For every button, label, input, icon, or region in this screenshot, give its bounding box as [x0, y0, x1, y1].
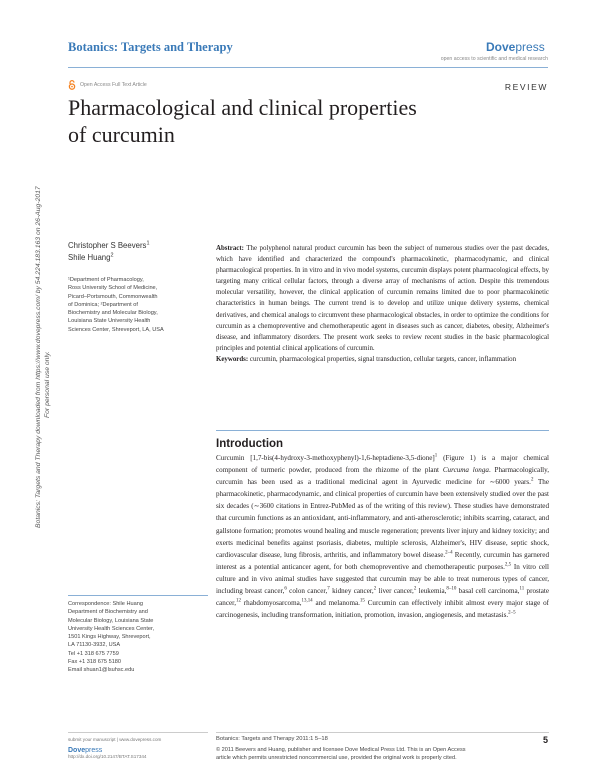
journal-title: Botanics: Targets and Therapy [68, 40, 233, 54]
intro-text: colon cancer, [286, 587, 328, 596]
open-access-label: Open Access Full Text Article [80, 82, 147, 88]
watermark-line-1: Botanics: Targets and Therapy downloaded from https://www.dovepress.com/ by 54.224.183.163 on 26-Aug-2017 [35, 186, 42, 528]
correspondence-line: 1501 Kings Highway, Shreveport, [68, 634, 151, 641]
citation[interactable]: 7 [327, 586, 330, 592]
intro-text: . Pharmacologically, curcumin has been used as a traditional medicinal agent in Ayurvedic medicine for ∼6000 years. [216, 466, 550, 487]
article-title [68, 94, 548, 148]
abstract-text: The polyphenol natural product curcumin has been the subject of numerous studies over the past decades, which have identified and characterized the compound's pharmacokinetic, pharmacodynamic, and clinical pharmacological properties. In in vitro and in vivo model systems, curcumin displays potent pharmacological effects, by targeting many critical cellular factors, through a diverse array of mechanisms of action. Despite this tremendous molecular versatility, however, the clinical application of curcumin remains limited due to poor pharmacokinetic characteristics in human beings. The current trend is to develop and utilize unique delivery systems, chemical derivatives, and chemical analogs to circumvent these pharmacological obstacles, in order to optimize the conditions for curcumin as a chemopreventive and chemotherapeutic agent in diseases such as cancer, diabetes, obesity, Alzheimer's disease, and inflammatory disorders. The present work seeks to review recent studies in the basic pharmacological principles and potential clinical applications of curcumin. [216, 245, 550, 352]
intro-text: kidney cancer, [329, 587, 374, 596]
affiliation-line: Biochemistry and Molecular Biology, [68, 310, 158, 317]
correspondence-line: Tel +1 318 675 7759 [68, 650, 119, 657]
affiliation-line: of Dominica; ²Department of [68, 301, 138, 308]
header-rule [68, 67, 548, 68]
affiliation-line: Picard–Portsmouth, Commonwealth [68, 293, 158, 300]
author-2-name: Shile Huang [68, 253, 111, 262]
correspondence-line: Fax +1 318 675 5180 [68, 659, 122, 666]
correspondence-block [68, 600, 208, 675]
footer-logo[interactable] [68, 747, 147, 759]
author-2 [68, 252, 208, 264]
citation[interactable]: 2 [413, 586, 417, 592]
citation[interactable]: 2–5 [508, 610, 516, 616]
article-type: REVIEW [504, 82, 548, 92]
citation[interactable]: 1 [434, 453, 438, 459]
license-line-1: © 2011 Beevers and Huang, publisher and licensee Dove Medical Press Ltd. This is an Open Access [216, 747, 466, 753]
abstract-rule [216, 430, 549, 431]
author-1 [68, 240, 208, 252]
citation[interactable]: 2 [530, 477, 534, 483]
footer-rule-left [68, 732, 208, 733]
title-line-1: Pharmacological and clinical properties [68, 95, 417, 120]
footer-logo-dove: Dove [68, 747, 86, 754]
citation[interactable]: 8–10 [446, 586, 457, 592]
footer-license [216, 746, 549, 762]
footer-logo-press: press [85, 747, 103, 754]
publisher-logo[interactable] [486, 40, 545, 54]
correspondence-line: University Health Sciences Center, [68, 625, 155, 632]
intro-text: prostate cancer, [216, 587, 549, 608]
intro-text: basal cell carcinoma, [456, 587, 520, 596]
affiliation-line: Louisiana State University Health [68, 318, 151, 325]
intro-text: leukemia, [416, 587, 447, 596]
footer-rule-right [216, 732, 549, 733]
intro-text: In vitro cell culture and in vivo animal studies have suggested that curcumin may be able to treat numerous types of cancer, including breast cancer, [216, 562, 549, 596]
author-2-affil: 2 [110, 252, 114, 259]
author-list [68, 240, 208, 264]
logo-dove: Dove [486, 40, 516, 54]
license-line-2: article which permits unrestricted noncommercial use, provided the original work is properly cited. [216, 755, 457, 761]
citation[interactable]: 13,14 [301, 598, 313, 604]
correspondence-line: Molecular Biology, Louisiana State [68, 617, 154, 624]
correspondence-line: LA 71130-3932, USA [68, 642, 121, 649]
publisher-tagline: open access to scientific and medical research [440, 56, 548, 62]
citation[interactable]: 2–4 [445, 550, 453, 556]
introduction-paragraph [216, 452, 549, 621]
citation[interactable]: 15 [359, 598, 365, 604]
species-name: Curcuma longa [442, 466, 489, 475]
correspondence-line: Correspondence: Shile Huang [68, 601, 143, 607]
footer-doi[interactable]: http://dx.doi.org/10.2147/BTAT.S17344 [68, 754, 147, 759]
intro-text: (Figure 1) is a major chemical component of turmeric powder, produced from the rhizome of the plant [216, 454, 549, 475]
watermark-line-2: For personal use only. [44, 351, 51, 418]
affiliation-line: Sciences Center, Shreveport, LA, USA [68, 326, 164, 333]
citation[interactable]: 12 [236, 598, 241, 604]
open-access-icon [68, 80, 76, 90]
logo-press: press [515, 40, 545, 54]
correspondence-email[interactable]: Email shuan1@lsuhsc.edu [68, 667, 135, 674]
citation[interactable]: 2 [373, 586, 377, 592]
footer-citation: Botanics: Targets and Therapy 2011:1 5–18 [216, 736, 328, 742]
intro-text: rhabdomyosarcoma, [240, 599, 302, 608]
intro-text: Curcumin can effectively inhibit almost every major stage of carcinogenesis, including transformation, initiation, promotion, invasion, angiogenesis, and metastasis. [216, 599, 549, 620]
section-heading-introduction: Introduction [216, 438, 284, 450]
citation[interactable]: 2,5 [504, 562, 512, 568]
intro-text: The pharmacokinetic, pharmacodynamic, and clinical properties of curcumin have been extensively studied over the past six decades (∼3600 citations in Entrez-PubMed as of the writing of this review). These studies have demonstrated that curcumin functions as an antioxidant, anti-inflammatory, and anti-atherosclerotic; inhibits scarring, cataract, and gallstone formation; promotes wound healing and muscle regeneration; prevents liver injury and kidney toxicity; and exerts medicinal benefits against psoriasis, diabetes, multiple sclerosis, Alzheimer's, HIV disease, septic shock, cardiovascular disease, lung fibrosis, arthritis, and inflammatory bowel disease. [216, 478, 549, 559]
correspondence-line: Department of Biochemistry and [68, 609, 148, 616]
author-1-affil: 1 [146, 240, 150, 247]
intro-text: and melanoma. [312, 599, 360, 608]
keywords-label: Keywords: [216, 355, 249, 363]
correspondence-rule [68, 595, 208, 596]
keywords-text: curcumin, pharmacological properties, signal transduction, cellular targets, cancer, inflammation [249, 355, 517, 363]
page-number: 5 [542, 735, 548, 745]
intro-text: Curcumin [1,7-bis(4-hydroxy-3-methoxyphenyl)-1,6-heptadiene-3,5-dione] [216, 454, 435, 462]
author-1-name: Christopher S Beevers [68, 241, 147, 250]
intro-text: liver cancer, [376, 587, 414, 596]
abstract-label: Abstract: [216, 245, 244, 252]
footer-submit-line[interactable]: submit your manuscript | www.dovepress.com [68, 737, 162, 742]
title-line-2: of curcumin [68, 122, 175, 147]
citation[interactable]: 11 [519, 586, 525, 592]
affiliations [68, 276, 208, 334]
affiliation-line: Ross University School of Medicine, [68, 285, 158, 292]
intro-text: Recently, curcumin has garnered interest as a potential anticancer agent, for both chemopreventive and chemotherapeutic purposes. [216, 550, 549, 571]
citation[interactable]: 6 [284, 586, 287, 592]
affiliation-line: ¹Department of Pharmacology, [68, 277, 144, 283]
abstract [216, 243, 549, 365]
